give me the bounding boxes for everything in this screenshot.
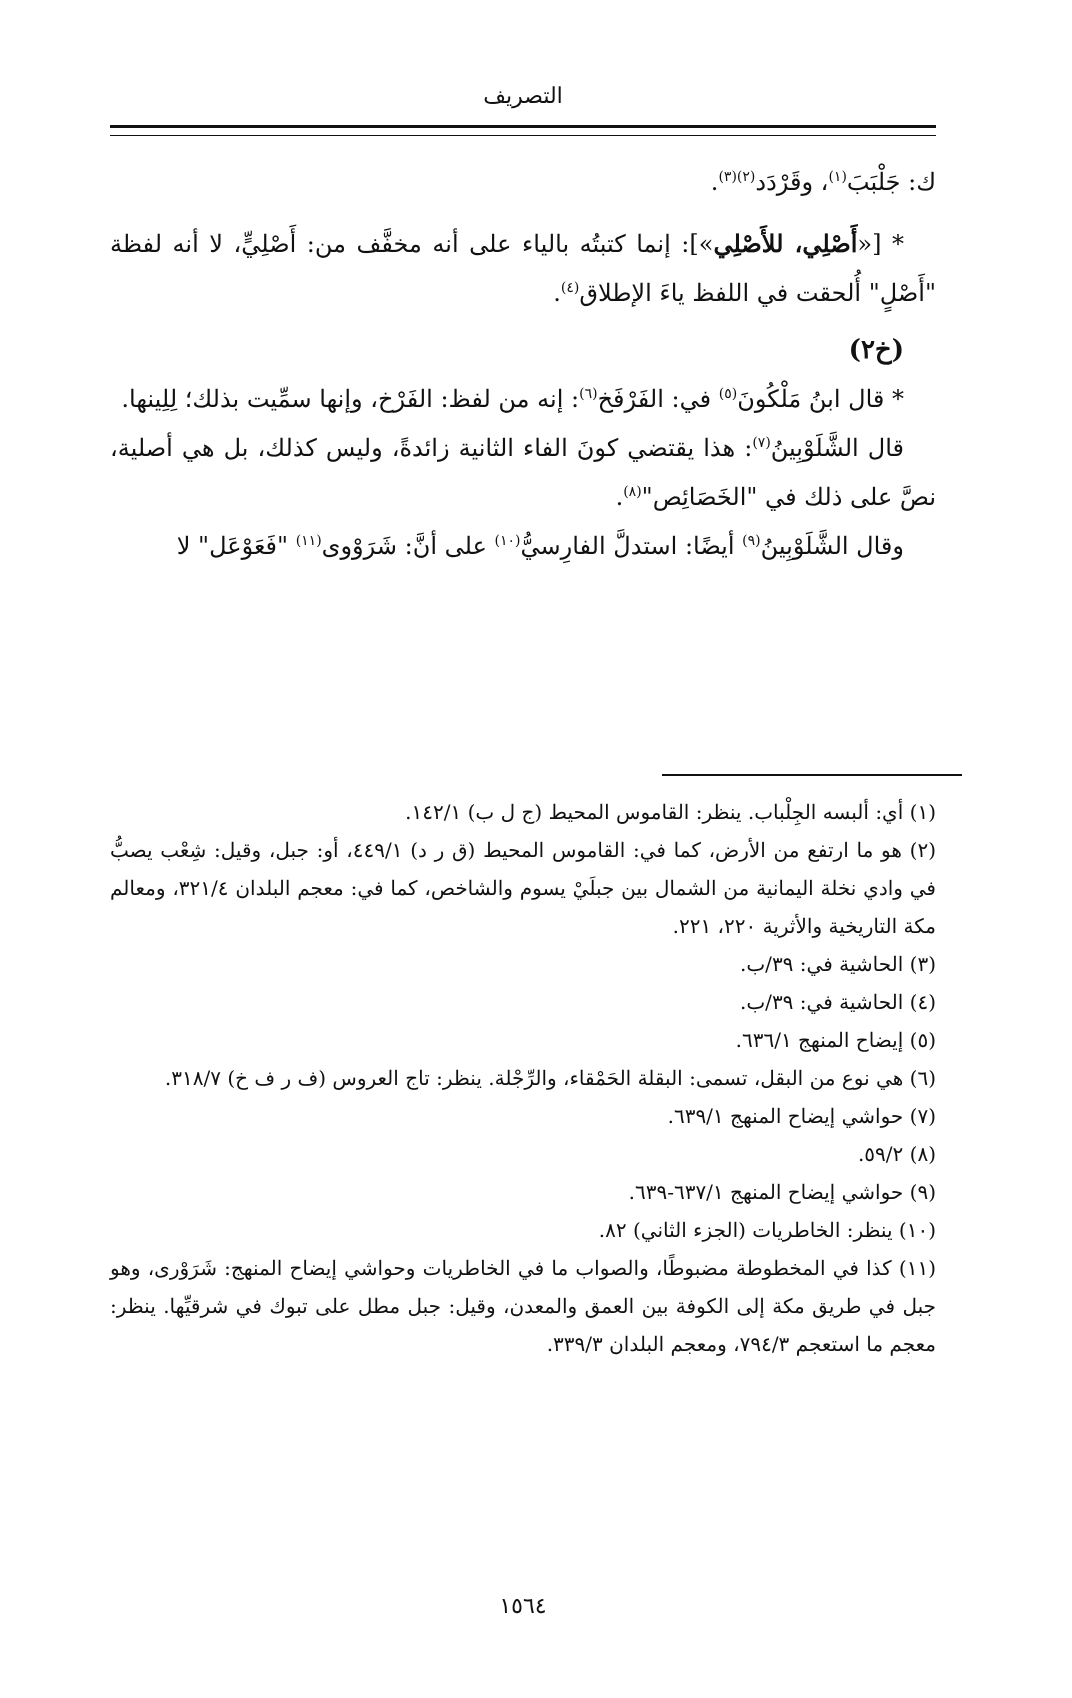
paragraph-3: * قال ابنُ مَلْكُونَ$^{(٥)}$ في: الفَرْفَخ$^{(٦)}$: إنه من لفظ: الفَرْخ، وإنها سمِّيت بذلك؛ لِلِينها. bbox=[121, 385, 904, 413]
footnote-1: (١) أي: ألبسه الجِلْباب. ينظر: القاموس المحيط (ج ل ب) ١٤٢/١. bbox=[405, 800, 936, 824]
footnote-ref-5[interactable]: (٥) bbox=[718, 386, 738, 402]
footnote-ref-10[interactable]: (١٠) bbox=[494, 533, 521, 549]
page-number: ١٥٦٤ bbox=[499, 1594, 547, 1619]
footnote-ref-6[interactable]: (٦) bbox=[579, 386, 598, 402]
footnote-10: (١٠) ينظر: الخاطريات (الجزء الثاني) ٨٢. bbox=[598, 1218, 936, 1242]
footnote-2: (٢) هو ما ارتفع من الأرض، كما في: القاموس المحيط (ق ر د) ٤٤٩/١، أو: جبل، وقيل: شِعْب يصبُّ في وادي نخلة اليمانية من الشمال بين جبلَيْ يسوم والشاخص، كما في: معجم البلدان ٣٢١/٤، ومعالم مكة التاريخية والأثرية ٢٢٠، ٢٢١. bbox=[110, 838, 936, 938]
footnote-7: (٧) حواشي إيضاح المنهج ٦٣٩/١. bbox=[667, 1104, 936, 1128]
bold-lemma: أَصْلِي، للأَصْلِي bbox=[713, 229, 858, 258]
footnote-ref-2[interactable]: (٢) bbox=[736, 169, 756, 185]
running-header: التصريف bbox=[483, 84, 563, 109]
footnote-ref-1[interactable]: (١) bbox=[828, 169, 847, 185]
footnote-ref-3[interactable]: (٣) bbox=[718, 169, 737, 185]
paragraph-4: قال الشَّلَوْبِينُ$^{(٧)}$: هذا يقتضي كونَ الفاء الثانية زائدةً، وليس كذلك، بل هي أصلية، نصَّ على ذلك في "الخَصَائِص"$^{(٨)}$. bbox=[110, 434, 936, 511]
footnote-ref-7[interactable]: (٧) bbox=[752, 435, 771, 451]
footnote-6: (٦) هي نوع من البقل، تسمى: البقلة الحَمْقاء، والرِّجْلة. ينظر: تاج العروس (ف ر ف خ) ٣١٨/٧. bbox=[164, 1066, 936, 1090]
footnote-ref-4[interactable]: (٤) bbox=[560, 280, 580, 296]
main-text bbox=[110, 158, 936, 571]
footnote-ref-9[interactable]: (٩) bbox=[742, 533, 761, 549]
footnote-ref-8[interactable]: (٨) bbox=[623, 484, 642, 500]
paragraph-1: ك: جَلْبَبَ$^{(١)}$، وقَرْدَد$^{(٢)(٣)}$. bbox=[710, 168, 936, 196]
footnote-3: (٣) الحاشية في: ٣٩/ب. bbox=[740, 952, 936, 976]
header-rule-thin bbox=[110, 135, 936, 136]
footnote-5: (٥) إيضاح المنهج ٦٣٦/١. bbox=[735, 1028, 936, 1052]
footnotes bbox=[110, 793, 936, 1363]
paragraph-5: وقال الشَّلَوْبِينُ$^{(٩)}$ أيضًا: استدلَّ الفارِسيُّ$^{(١٠)}$ على أنَّ: شَرَوْوى$^{(١١)}$ "فَعَوْعَل" لا bbox=[176, 532, 904, 560]
footnote-8: (٨) ٥٩/٢. bbox=[857, 1142, 936, 1166]
section-heading: (خ٢) bbox=[848, 335, 904, 365]
footnote-11: (١١) كذا في المخطوطة مضبوطًا، والصواب ما في الخاطريات وحواشي إيضاح المنهج: شَرَوْرى، وهو جبل في طريق مكة إلى الكوفة بين العمق والمعدن، وقيل: جبل مطل على تبوك في شرقيِّها. ينظر: معجم ما استعجم ٧٩٤/٣، ومعجم البلدان ٣٣٩/٣. bbox=[110, 1256, 936, 1356]
paragraph-2: * [«أَصْلِي، للأَصْلِي»]: إنما كتبتُه بالياء على أنه مخفَّف من: أَصْلِيٍّ، لا أنه لفظة "أَصْلٍ" أُلحقت في اللفظ ياءَ الإطلاق$^{(٤)}$. bbox=[110, 229, 936, 307]
footnote-separator bbox=[662, 774, 962, 776]
header-rule-thick bbox=[110, 125, 936, 128]
footnote-ref-11[interactable]: (١١) bbox=[295, 533, 322, 549]
footnote-9: (٩) حواشي إيضاح المنهج ٦٣٧/١-٦٣٩. bbox=[628, 1180, 936, 1204]
footnote-4: (٤) الحاشية في: ٣٩/ب. bbox=[740, 990, 936, 1014]
